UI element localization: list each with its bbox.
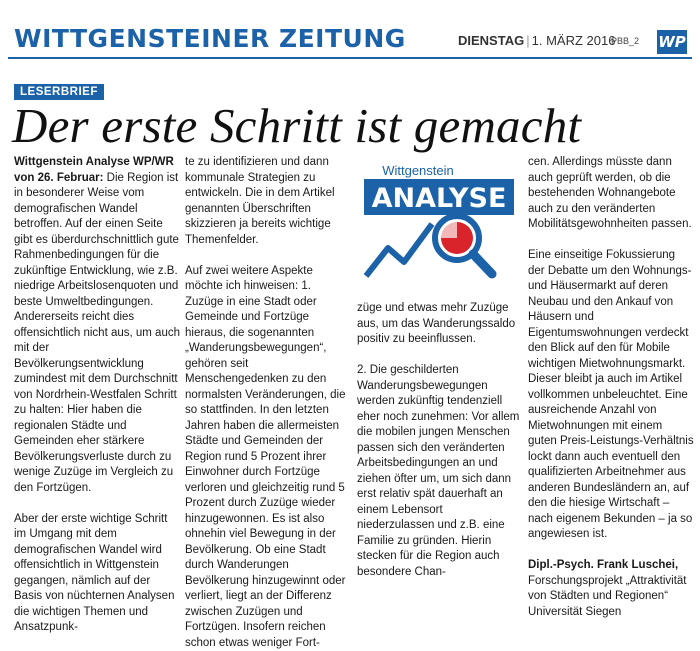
- section-kicker: LESERBRIEF: [14, 84, 104, 100]
- letter-signature: [528, 558, 694, 620]
- column-1-paragraph-1-text: Die Region ist in besonderer Weise vom demografischen Wandel betroffen. Auf der einen Seite gibt es überdurchschnittlich gute Rahmenbedingungen für die zukünftige Entwicklung, wie z.B. niedrige Arbeitslosenquoten und beste Umweltbedingungen. Andererseits reicht dies offensichtlich nicht aus, um auch mit der Bevölkerungsentwicklung zumindest mit dem Durchschnitt von Nordrhein-Westfalen Schritt zu halten: Hier haben die regionalen Städte und Gemeinden eher stärkere Bevölkerungsverluste durch zu wenige Zuzüge im Vergleich zu den Fortzügen.: [14, 172, 180, 494]
- author-name: Dipl.-Psych. Frank Luschei,: [528, 559, 678, 571]
- column-3-paragraph-2: 2. Die geschilderten Wanderungsbewegungen werden zukünftig tendenziell eher noch zunehmen: Vor allem die mobilen jungen Menschen passen sich den veränderten Arbeitsbedingungen an und ziehen öfter um, um sich dann erst relativ spät dauerhaft an einem Lebensort niederzulassen und z.B. eine Familie zu gründen. Hierin stecken für die Region auch besondere Chan-: [357, 363, 523, 580]
- newspaper-masthead: WITTGENSTEINER ZEITUNG: [14, 24, 406, 53]
- column-4-paragraph-1: cen. Allerdings müsste dann auch geprüft werden, ob die bestehenden Wohnangebote auch zu den veränderten Mobilitätsgewohnheiten passen.: [528, 155, 694, 233]
- dateline-date: 1. MÄRZ 2016: [532, 33, 616, 48]
- graphic-top-label: Wittgenstein: [382, 163, 454, 178]
- dateline: [458, 33, 615, 48]
- trend-line-icon: [366, 224, 432, 276]
- text-column-3: [357, 301, 523, 580]
- column-2-paragraph-2: Auf zwei weitere Aspekte möchte ich hinweisen: 1. Zuzüge in eine Stadt oder Gemeinde und Fortzüge hieraus, die sogenannten „Wanderungsbewegungen“, gehören seit Menschengedenken zu den normalsten Veränderungen, die so stattfinden. In den letzten Jahren haben die allermeisten Städte und Gemeinden der Region rund 5 Prozent ihrer Einwohner durch Fortzüge verloren und gleichzeitig rund 5 Prozent durch Zuzüge wieder hinzugewonnen. Es ist also ohnehin viel Bewegung in der Bevölkerung. Ob eine Stadt durch Wanderungen Bevölkerung hinzugewinnt oder verliert, liegt an der Differenz zwischen Zuzügen und Fortzügen. Insofern reichen schon etwas weniger Fort-: [185, 264, 351, 651]
- author-affiliation: Forschungsprojekt „Attraktivität von Städten und Regionen“ Universität Siegen: [528, 575, 687, 618]
- magnifier-handle-icon: [473, 254, 492, 274]
- text-column-2: [185, 155, 351, 651]
- text-column-4: [528, 155, 694, 620]
- dateline-separator: |: [526, 33, 529, 48]
- article-lead-reference: Wittgenstein Analyse WP/WR von 26. Februar:: [14, 156, 174, 184]
- column-1-paragraph-1: [14, 155, 180, 496]
- column-1-paragraph-2: Aber der erste wichtige Schritt im Umgang mit dem demografischen Wandel wird offensichtlich in Wittgenstein gegangen, nämlich auf der Basis von nüchternen Analysen die wichtigen Themen und Ansatzpunk-: [14, 512, 180, 636]
- column-3-paragraph-1: züge und etwas mehr Zuzüge aus, um das Wanderungssaldo positiv zu beeinflussen.: [357, 301, 523, 348]
- wp-logo: WP: [657, 30, 687, 54]
- masthead-rule: [8, 57, 692, 59]
- page-reference: PBB_2: [611, 36, 639, 46]
- text-column-1: [14, 155, 180, 636]
- column-2-paragraph-1: te zu identifizieren und dann kommunale Strategien zu entwickeln. Die in dem Artikel genannten Überschriften skizzieren ja bereits wichtige Themenfelder.: [185, 155, 351, 248]
- analyse-graphic: [360, 160, 520, 290]
- column-4-paragraph-2: Eine einseitige Fokussierung der Debatte um den Wohnungs- und Häusermarkt auf deren Neubau und den Ankauf von Häusern und Eigentumswohnungen verdeckt den Blick auf den für Mobile wichtigen Mietwohnungsmarkt. Dieser bleibt ja auch im Artikel vollkommen unbeleuchtet. Eine ausreichende Anzahl von Mietwohnungen mit einem guten Preis-Leistungs-Verhältnis lockt dann auch eventuell den qualifizierten Arbeitnehmer aus anderen Bundesländern an, auf den die hiesige Wirtschaft – nach eigenem Bekunden – ja so angewiesen ist.: [528, 248, 694, 543]
- graphic-main-label: ANALYSE: [372, 183, 507, 214]
- article-headline: Der erste Schritt ist gemacht: [12, 97, 581, 154]
- dateline-day: DIENSTAG: [458, 33, 524, 48]
